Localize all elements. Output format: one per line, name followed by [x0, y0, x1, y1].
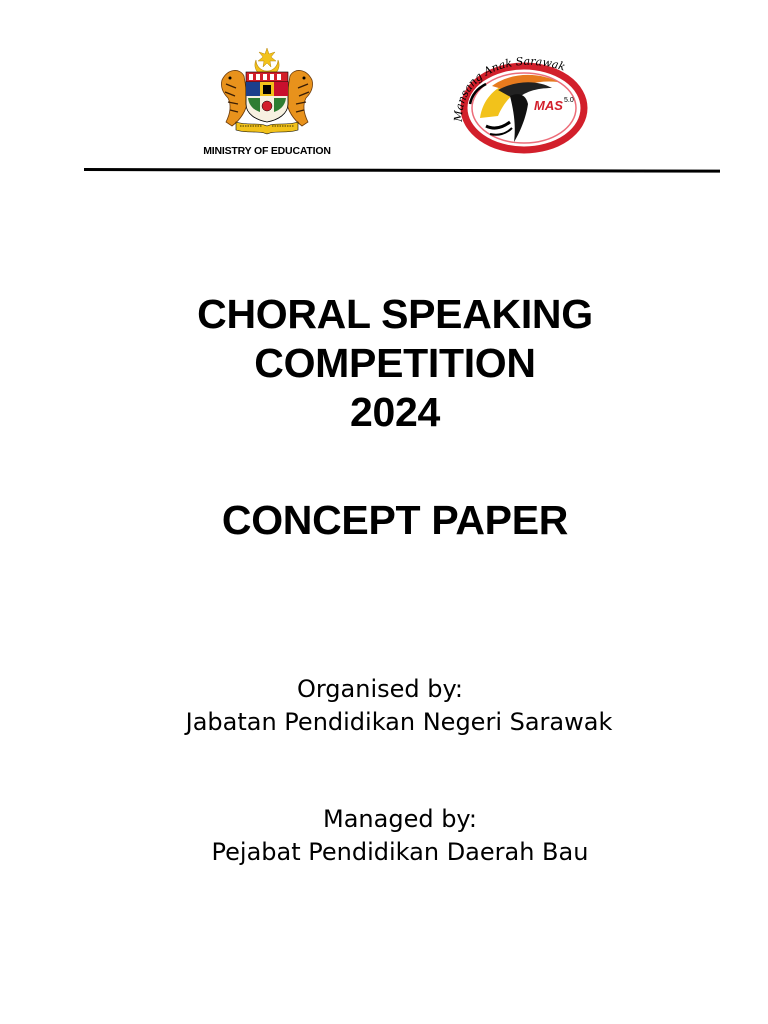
event-logo — [440, 46, 592, 158]
document-subtitle: CONCEPT PAPER — [221, 497, 569, 543]
document-title — [0, 290, 768, 437]
ministry-logo — [200, 46, 334, 162]
organised-value: Jabatan Pendidikan Negeri Sarawak — [185, 708, 613, 736]
mas-mark-text: MAS — [534, 98, 563, 113]
organised-block — [0, 673, 768, 739]
title-line-3: 2024 — [349, 389, 440, 435]
header-divider — [84, 168, 720, 173]
malaysia-coat-of-arms-icon — [218, 46, 316, 138]
managed-block — [0, 803, 768, 869]
organised-label: Organised by: — [296, 675, 464, 703]
managed-value: Pejabat Pendidikan Daerah Bau — [211, 838, 589, 866]
title-line-1: CHORAL SPEAKING — [197, 291, 593, 337]
svg-text:Mansang Anak Sarawak 5.0: Mansang Anak Sarawak — [451, 54, 567, 123]
mas-mark-version: 5.0 — [564, 97, 574, 104]
title-line-2: COMPETITION — [254, 340, 536, 386]
managed-label: Managed by: — [323, 805, 477, 833]
ministry-caption: MINISTRY OF EDUCATION — [203, 145, 331, 157]
hornbill-emblem-icon — [440, 46, 592, 158]
